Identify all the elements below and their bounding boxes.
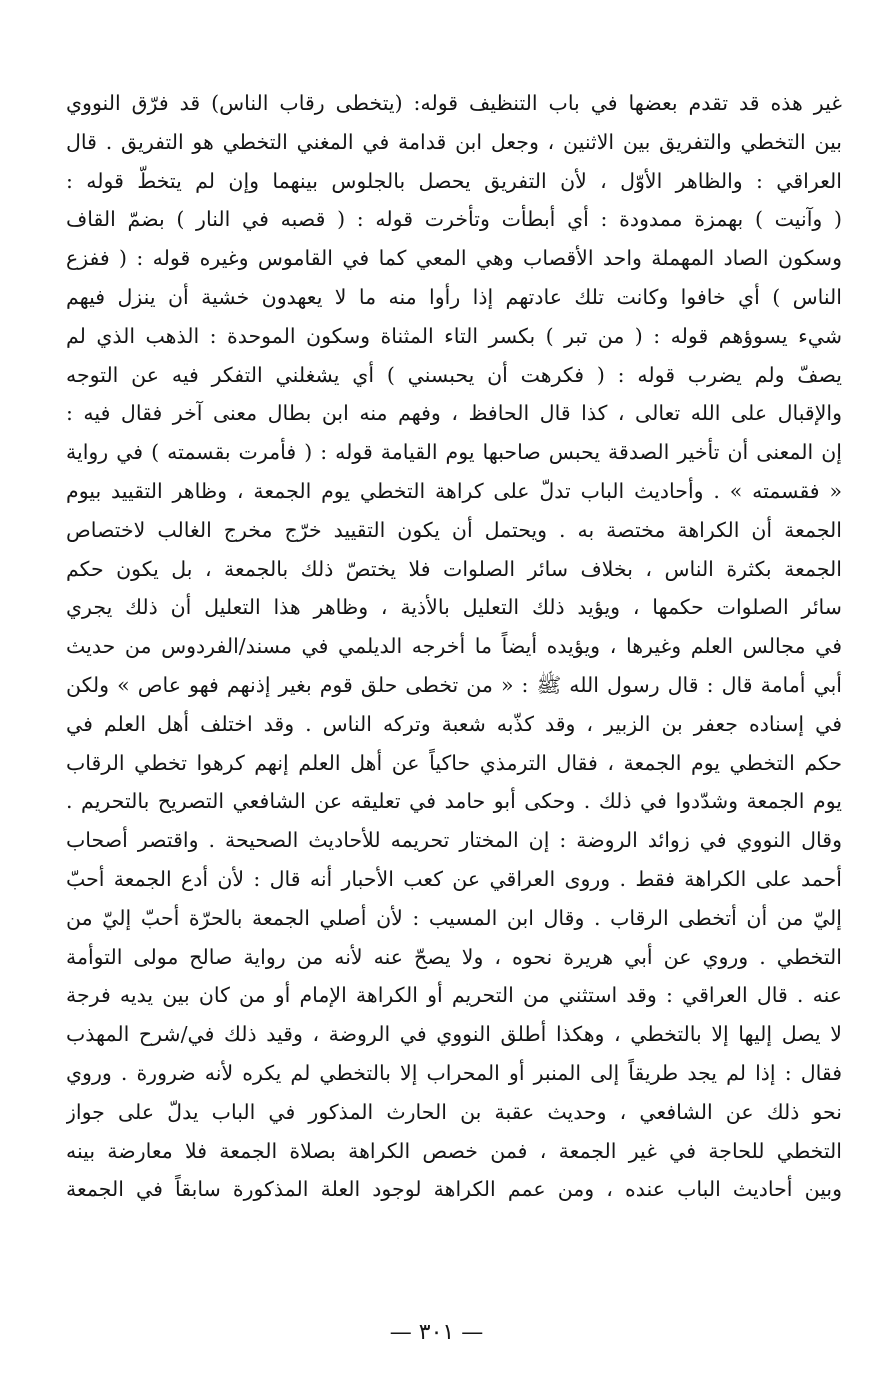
text-line: في إسناده جعفر بن الزبير ، وقد كذّبه شعبة وتركه الناس . وقد اختلف أهل العلم في [66, 711, 842, 736]
text-line: التخطي . وروي عن أبي هريرة نحوه ، ولا يصحّ عنه لأنه من رواية صالح مولى التوأمة [66, 944, 842, 969]
text-line: وبين أحاديث الباب عنده ، ومن عمم الكراهة لوجود العلة المذكورة سابقاً في الجمعة [66, 1177, 842, 1202]
text-line: والإقبال على الله تعالى ، كذا قال الحافظ ، وفهم منه ابن بطال معنى آخر فقال فيه : [66, 401, 842, 426]
text-line: العراقي : والظاهر الأوّل ، لأن التفريق يحصل بالجلوس بينهما وإن لم يتخطّ قوله : [66, 168, 842, 193]
text-line: غير هذه قد تقدم بعضها في باب التنظيف قوله: (يتخطى رقاب الناس) قد فرّق النووي [66, 91, 842, 115]
text-line: بين التخطي والتفريق بين الاثنين ، وجعل ابن قدامة في المغني التخطي هو التفريق . قال [66, 129, 842, 154]
text-line: إليّ من أن أتخطى الرقاب . وقال ابن المسيب : لأن أصلي الجمعة بالحرّة أحبّ إليّ من [66, 905, 842, 930]
text-line: نحو ذلك عن الشافعي ، وحديث عقبة بن الحارث المذكور في الباب يدلّ على جواز [66, 1099, 842, 1124]
text-line: إن المعنى أن تأخير الصدقة يحبس صاحبها يوم القيامة قوله : ( فأمرت بقسمته ) في رواية [66, 440, 842, 465]
text-line: يصفّ ولم يضرب قوله : ( فكرهت أن يحبسني ) أي يشغلني التفكر فيه عن التوجه [66, 362, 842, 387]
text-line: عنه . قال العراقي : وقد استثني من التحريم أو الكراهة الإمام أو من كان بين يديه فرجة [66, 983, 842, 1008]
text-line: الجمعة أن الكراهة مختصة به . ويحتمل أن يكون التقييد خرّج مخرج الغالب لاختصاص [66, 517, 842, 542]
text-line: الناس ) أي خافوا وكانت تلك عادتهم إذا رأوا منه ما لا يعهدون خشية أن ينزل فيهم [66, 284, 842, 309]
text-line: ( وآنيت ) بهمزة ممدودة : أي أبطأت وتأخرت قوله : ( قصبه في النار ) بضمّ القاف [66, 207, 842, 232]
text-line: « فقسمته » . وأحاديث الباب تدلّ على كراهة التخطي يوم الجمعة ، وظاهر التقييد بيوم [66, 478, 842, 503]
text-line: أحمد على الكراهة فقط . وروى العراقي عن كعب الأحبار أنه قال : لأن أدع الجمعة أحبّ [66, 866, 842, 891]
body-text [66, 84, 842, 1209]
page-number: — ٣٠١ — [389, 1320, 484, 1345]
text-line: وسكون الصاد المهملة واحد الأقصاب وهي المعي كما في القاموس وغيره قوله : ( ففزع [66, 246, 842, 271]
text-line: الجمعة بكثرة الناس ، بخلاف سائر الصلوات فلا يختصّ ذلك بالجمعة ، بل يكون حكم [66, 556, 842, 581]
text-line: في مجالس العلم وغيرها ، ويؤيده أيضاً ما أخرجه الديلمي في مسند/الفردوس من حديث [66, 634, 842, 659]
text-line: لا يصل إليها إلا بالتخطي ، وهكذا أطلق النووي في الروضة ، وقيد ذلك في/شرح المهذب [66, 1022, 842, 1047]
text-line: حكم التخطي يوم الجمعة ، فقال الترمذي حاكياً عن أهل العلم إنهم كرهوا تخطي الرقاب [66, 750, 842, 775]
text-line: وقال النووي في زوائد الروضة : إن المختار تحريمه للأحاديث الصحيحة . واقتصر أصحاب [66, 828, 842, 853]
text-line: فقال : إذا لم يجد طريقاً إلى المنبر أو المحراب إلا بالتخطي لم يكره لأنه ضرورة . وروي [66, 1060, 842, 1085]
text-line: يوم الجمعة وشدّدوا في ذلك . وحكى أبو حامد في تعليقه عن الشافعي التصريح بالتحريم . [66, 789, 842, 814]
text-line: شيء يسوؤهم قوله : ( من تبر ) بكسر التاء المثناة وسكون الموحدة : الذهب الذي لم [66, 323, 842, 348]
text-line: أبي أمامة قال : قال رسول الله ﷺ : « من تخطى حلق قوم بغير إذنهم فهو عاص » ولكن [66, 672, 842, 697]
text-line: التخطي للحاجة في غير الجمعة ، فمن خصص الكراهة بصلاة الجمعة فلا معارضة بينه [66, 1138, 842, 1163]
text-line: سائر الصلوات حكمها ، ويؤيد ذلك التعليل بالأذية ، وظاهر هذا التعليل أن ذلك يجري [66, 595, 842, 620]
